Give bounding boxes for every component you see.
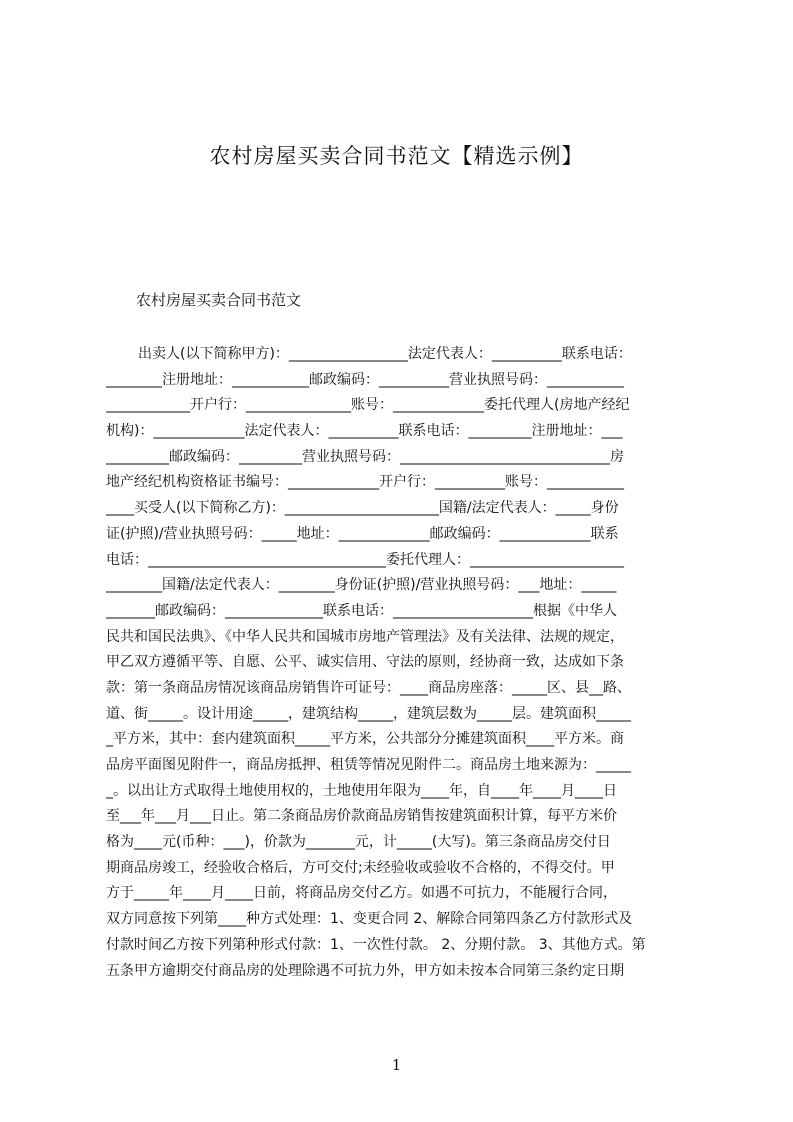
- body-line: 电话：__________________________________委托代理人：______________________: [106, 551, 624, 568]
- body-line: _平方米，其中：套内建筑面积_____平方米，公共部分分摊建筑面积____平方米。商: [106, 731, 624, 748]
- body-line: 至___年___月___日止。第二条商品房价款商品房销售按建筑面积计算，每平方米价: [106, 808, 617, 825]
- body-line: 甲乙双方遵循平等、自愿、公平、诚实信用、守法的原则，经协商一致，达成如下条: [106, 654, 624, 671]
- body-line: ________国籍/法定代表人：________身份证(护照)/营业执照号码：___地址：_____: [106, 577, 617, 594]
- body-line: 五条甲方逾期交付商品房的处理除遇不可抗力外，甲方如未按本合同第三条约定日期: [106, 962, 624, 979]
- body-line: _________邮政编码：_________营业执照号码：______________________________房: [106, 448, 624, 465]
- body-line: 方于_____年____月____日前，将商品房交付乙方。如遇不可抗力，不能履行合同，: [106, 885, 617, 902]
- body-line: 款：第一条商品房情况该商品房销售许可证号：____商品房座落：_____区、县__路、: [106, 679, 631, 696]
- body-line: 证(护照)/营业执照号码：_____地址：_____________邮政编码：_____________联系: [106, 525, 619, 542]
- body-line: 期商品房竣工，经验收合格后，方可交付;未经验收或验收不合格的，不得交付。甲: [106, 859, 615, 876]
- page-number: 1: [391, 1056, 402, 1074]
- body-line: 格为____元(币种：___)，价款为_______元，计_____(大写)。第三条商品房交付日: [106, 834, 611, 851]
- body-line: _。以出让方式取得土地使用权的，土地使用年限为____年，自____年____月____日: [106, 782, 617, 799]
- body-line: ________注册地址：___________邮政编码：__________营业执照号码：___________: [106, 371, 624, 388]
- body-line: ____买受人(以下简称乙方)：______________________国籍/法定代表人：_____身份: [106, 500, 619, 517]
- body-line: 道、街_____。设计用途_____，建筑结构_____，建筑层数为_____层。建筑面积_____: [106, 705, 631, 722]
- body-line: 品房平面图见附件一，商品房抵押、租赁等情况见附件二。商品房土地来源为：_____: [106, 757, 631, 773]
- document-subtitle: 农村房屋买卖合同书范文: [136, 291, 302, 309]
- body-line: 民共和国民法典》、《中华人民共和国城市房地产管理法》及有关法律、法规的规定，: [106, 628, 624, 645]
- body-line: ____________开户行：_______________账号：_____________委托代理人(房地产经纪: [106, 397, 630, 414]
- body-line: 出卖人(以下简称甲方)：_________________法定代表人：__________联系电话：: [138, 346, 632, 362]
- body-line: 双方同意按下列第____种方式处理：1、变更合同 2、解除合同第四条乙方付款形式及: [106, 911, 633, 928]
- body-line: 付款时间乙方按下列第种形式付款：1、一次性付款。 2、分期付款。 3、其他方式。第: [106, 936, 646, 953]
- document-title: 农村房屋买卖合同书范文【精选示例】: [209, 144, 584, 168]
- body-line: _______邮政编码：______________联系电话：____________________根据《中华人: [106, 602, 617, 619]
- body-line: 地产经纪机构资格证书编号：_____________开户行：__________账号：___________: [106, 474, 624, 491]
- contract-body: [106, 342, 698, 984]
- body-line: 机构)：_____________法定代表人：__________联系电话：_________注册地址：___: [106, 423, 623, 440]
